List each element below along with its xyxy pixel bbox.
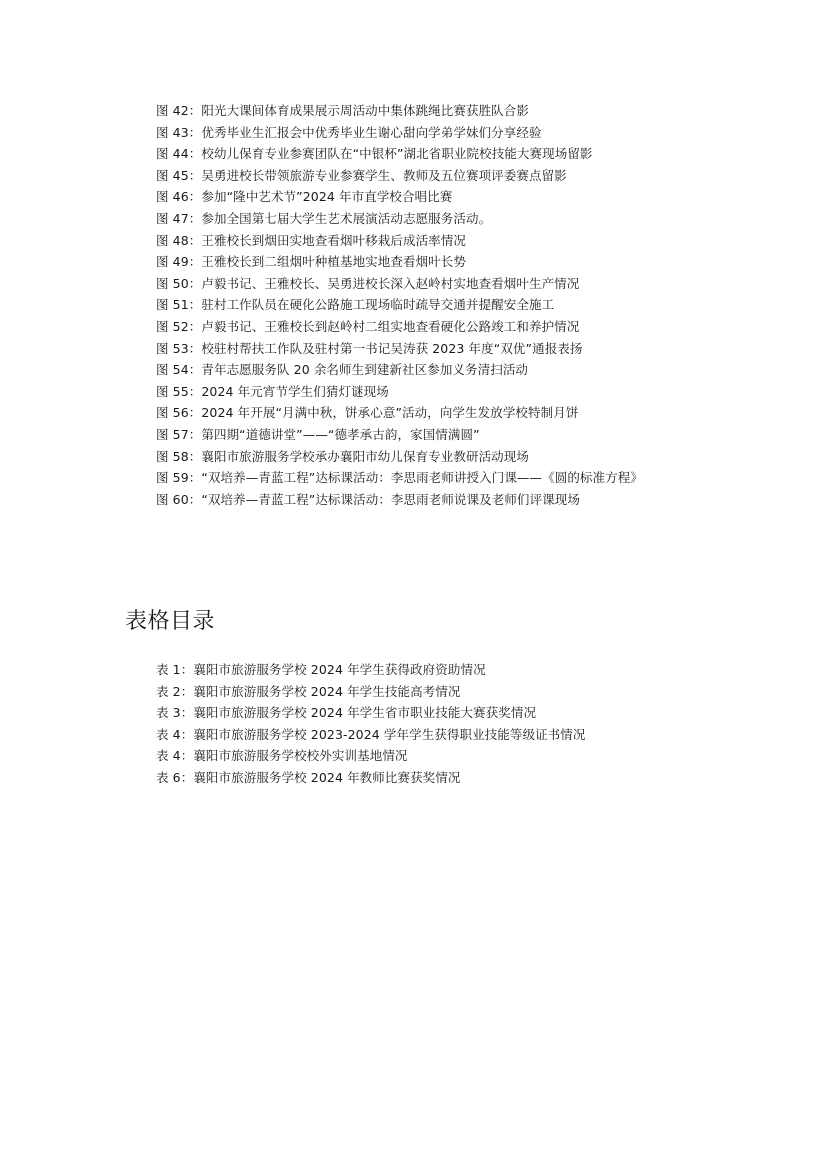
table-entry: 表 6：襄阳市旅游服务学校 2024 年教师比赛获奖情况 (156, 769, 461, 785)
figure-entry: 图 48：王雅校长到烟田实地查看烟叶移栽后成活率情况 (156, 232, 466, 248)
figure-entry: 图 42：阳光大课间体育成果展示周活动中集体跳绳比赛获胜队合影 (156, 103, 529, 118)
table-entry: 表 1：襄阳市旅游服务学校 2024 年学生获得政府资助情况 (156, 662, 486, 677)
figure-entry: 图 56：2024 年开展“月满中秋，饼承心意”活动，向学生发放学校特制月饼 (156, 405, 579, 421)
figure-entry: 图 50：卢毅书记、王雅校长、吴勇进校长深入赵岭村实地查看烟叶生产情况 (156, 275, 580, 291)
figure-entry: 图 60：“双培养—青蓝工程”达标课活动：李思雨老师说课及老师们评课现场 (156, 491, 580, 507)
figure-entry: 图 44：校幼儿保育专业参赛团队在“中银杯”湖北省职业院校技能大赛现场留影 (156, 146, 593, 162)
figure-entry: 图 58：襄阳市旅游服务学校承办襄阳市幼儿保育专业教研活动现场 (156, 448, 529, 464)
figure-entry: 图 49：王雅校长到二组烟叶种植基地实地查看烟叶长势 (156, 254, 466, 270)
table-entry: 表 2：襄阳市旅游服务学校 2024 年学生技能高考情况 (156, 683, 461, 699)
figure-entry: 图 46：参加“隆中艺术节”2024 年市直学校合唱比赛 (156, 189, 453, 205)
figure-list (125, 100, 715, 510)
figure-entry: 图 55：2024 年元宵节学生们猜灯谜现场 (156, 383, 389, 399)
table-list (125, 659, 715, 789)
figure-entry: 图 54：青年志愿服务队 20 余名师生到建新社区参加义务清扫活动 (156, 362, 529, 378)
figure-entry: 图 57：第四期“道德讲堂”——“德孝承古韵，家国情满圆” (156, 426, 480, 442)
figure-entry: 图 59：“双培养—青蓝工程”达标课活动：李思雨老师讲授入门课——《圆的标准方程》 (156, 470, 643, 486)
table-entry: 表 4：襄阳市旅游服务学校 2023-2024 学年学生获得职业技能等级证书情况 (156, 726, 586, 742)
table-section-title: 表格目录 (125, 609, 216, 634)
figure-entry: 图 43：优秀毕业生汇报会中优秀毕业生谢心甜向学弟学妹们分享经验 (156, 124, 542, 140)
table-entry: 表 3：襄阳市旅游服务学校 2024 年学生省市职业技能大赛获奖情况 (156, 705, 537, 721)
figure-entry: 图 52：卢毅书记、王雅校长到赵岭村二组实地查看硬化公路竣工和养护情况 (156, 318, 580, 334)
figure-entry: 图 45：吴勇进校长带领旅游专业参赛学生、教师及五位赛项评委赛点留影 (156, 167, 567, 183)
figure-entry: 图 51：驻村工作队员在硬化公路施工现场临时疏导交通并提醒安全施工 (156, 297, 555, 313)
table-entry: 表 4：襄阳市旅游服务学校校外实训基地情况 (156, 748, 408, 764)
figure-entry: 图 53：校驻村帮扶工作队及驻村第一书记吴涛获 2023 年度“双优”通报表扬 (156, 340, 583, 356)
figure-entry: 图 47：参加全国第七届大学生艺术展演活动志愿服务活动。 (156, 210, 492, 226)
